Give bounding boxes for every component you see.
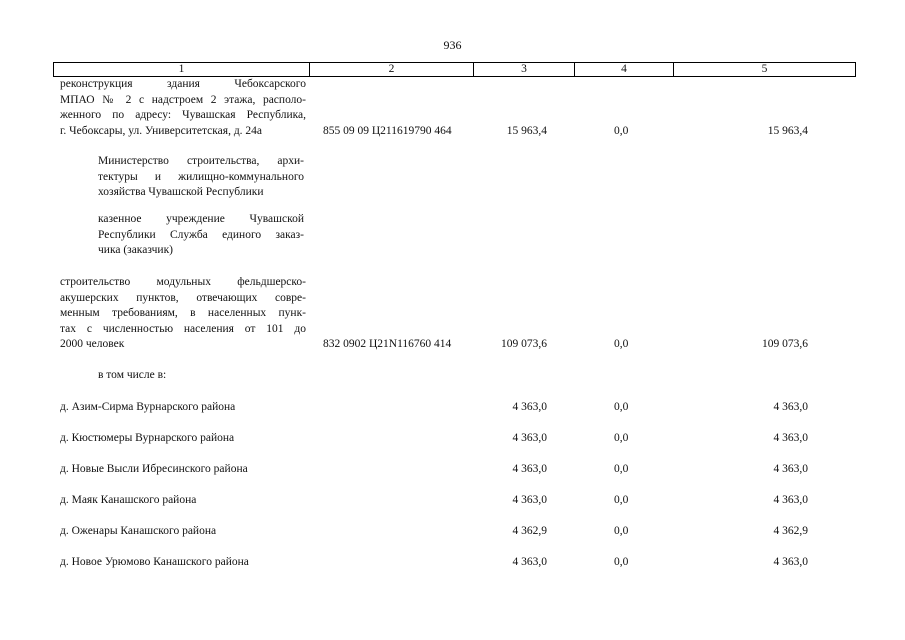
- row-col3: 4 363,0: [512, 463, 547, 475]
- header-col-2: 2: [310, 63, 474, 76]
- section1-code: 855 09 09 Ц211619790 464: [323, 125, 452, 137]
- text-line: 2000 человек: [60, 338, 125, 350]
- section1-col3: 15 963,4: [506, 125, 547, 137]
- row-col3: 4 363,0: [512, 432, 547, 444]
- row-col5: 4 362,9: [773, 525, 808, 537]
- header-col-5: 5: [761, 63, 768, 75]
- row-col5: 4 363,0: [773, 494, 808, 506]
- text-line: чика (заказчик): [98, 244, 173, 256]
- section2-code: 832 0902 Ц21N116760 414: [323, 338, 452, 350]
- row-col4: 0,0: [614, 556, 629, 568]
- row-col4: 0,0: [614, 401, 629, 413]
- section2-col5: 109 073,6: [762, 338, 808, 350]
- row-col4: 0,0: [614, 432, 629, 444]
- section2-description: [60, 275, 306, 353]
- text-line: казенное учреждение Чувашской: [98, 213, 304, 225]
- table-header: [53, 62, 856, 77]
- text-line: тектуры и жилищно-коммунального: [98, 170, 304, 183]
- row-col5: 4 363,0: [773, 463, 808, 475]
- row-col4: 0,0: [614, 525, 629, 537]
- row-name: д. Кюстюмеры Вурнарского района: [60, 432, 235, 444]
- row-name: д. Азим-Сирма Вурнарского района: [60, 401, 236, 413]
- section1-col5: 15 963,4: [767, 125, 808, 137]
- row-col5: 4 363,0: [773, 556, 808, 568]
- section2-col4: 0,0: [614, 338, 629, 350]
- row-col5: 4 363,0: [773, 401, 808, 413]
- text-line: Министерство строительства, архи-: [98, 155, 304, 167]
- header-col-1: 1: [54, 63, 310, 76]
- row-name: д. Новое Урюмово Канашского района: [60, 556, 249, 568]
- text-line: тах с численностью населения от 101 до: [60, 322, 306, 335]
- section2-col3: 109 073,6: [501, 338, 547, 350]
- row-col5: 4 363,0: [773, 432, 808, 444]
- header-col-4: 4: [575, 63, 674, 76]
- text-line: строительство модульных фельдшерско-: [60, 276, 306, 288]
- text-line: хозяйства Чувашской Республики: [98, 186, 264, 198]
- text-line: реконструкция здания Чебоксарского: [60, 78, 306, 90]
- page-number: 936: [443, 38, 462, 52]
- text-line: Республики Служба единого заказ-: [98, 228, 304, 241]
- including-label: в том числе в:: [98, 369, 167, 381]
- row-col4: 0,0: [614, 494, 629, 506]
- section1-description: [60, 77, 306, 139]
- text-line: акушерских пунктов, отвечающих совре-: [60, 291, 306, 304]
- text-line: женного по адресу: Чувашская Республика,: [60, 109, 306, 121]
- row-name: д. Маяк Канашского района: [60, 494, 197, 506]
- row-col3: 4 363,0: [512, 401, 547, 413]
- section1-col4: 0,0: [614, 125, 629, 137]
- row-name: д. Новые Высли Ибресинского района: [60, 463, 248, 475]
- text-line: менным требованиям, в населенных пунк-: [60, 307, 306, 319]
- customer-name: [98, 212, 304, 259]
- row-col3: 4 362,9: [512, 525, 547, 537]
- row-col4: 0,0: [614, 463, 629, 475]
- header-col-3: 3: [474, 63, 575, 76]
- row-name: д. Оженары Канашского района: [60, 525, 217, 537]
- ministry-name: [98, 154, 304, 201]
- text-line: МПАО № 2 с надстроем 2 этажа, располо-: [60, 93, 306, 106]
- text-line: г. Чебоксары, ул. Университетская, д. 24а: [60, 124, 263, 137]
- row-col3: 4 363,0: [512, 556, 547, 568]
- row-col3: 4 363,0: [512, 494, 547, 506]
